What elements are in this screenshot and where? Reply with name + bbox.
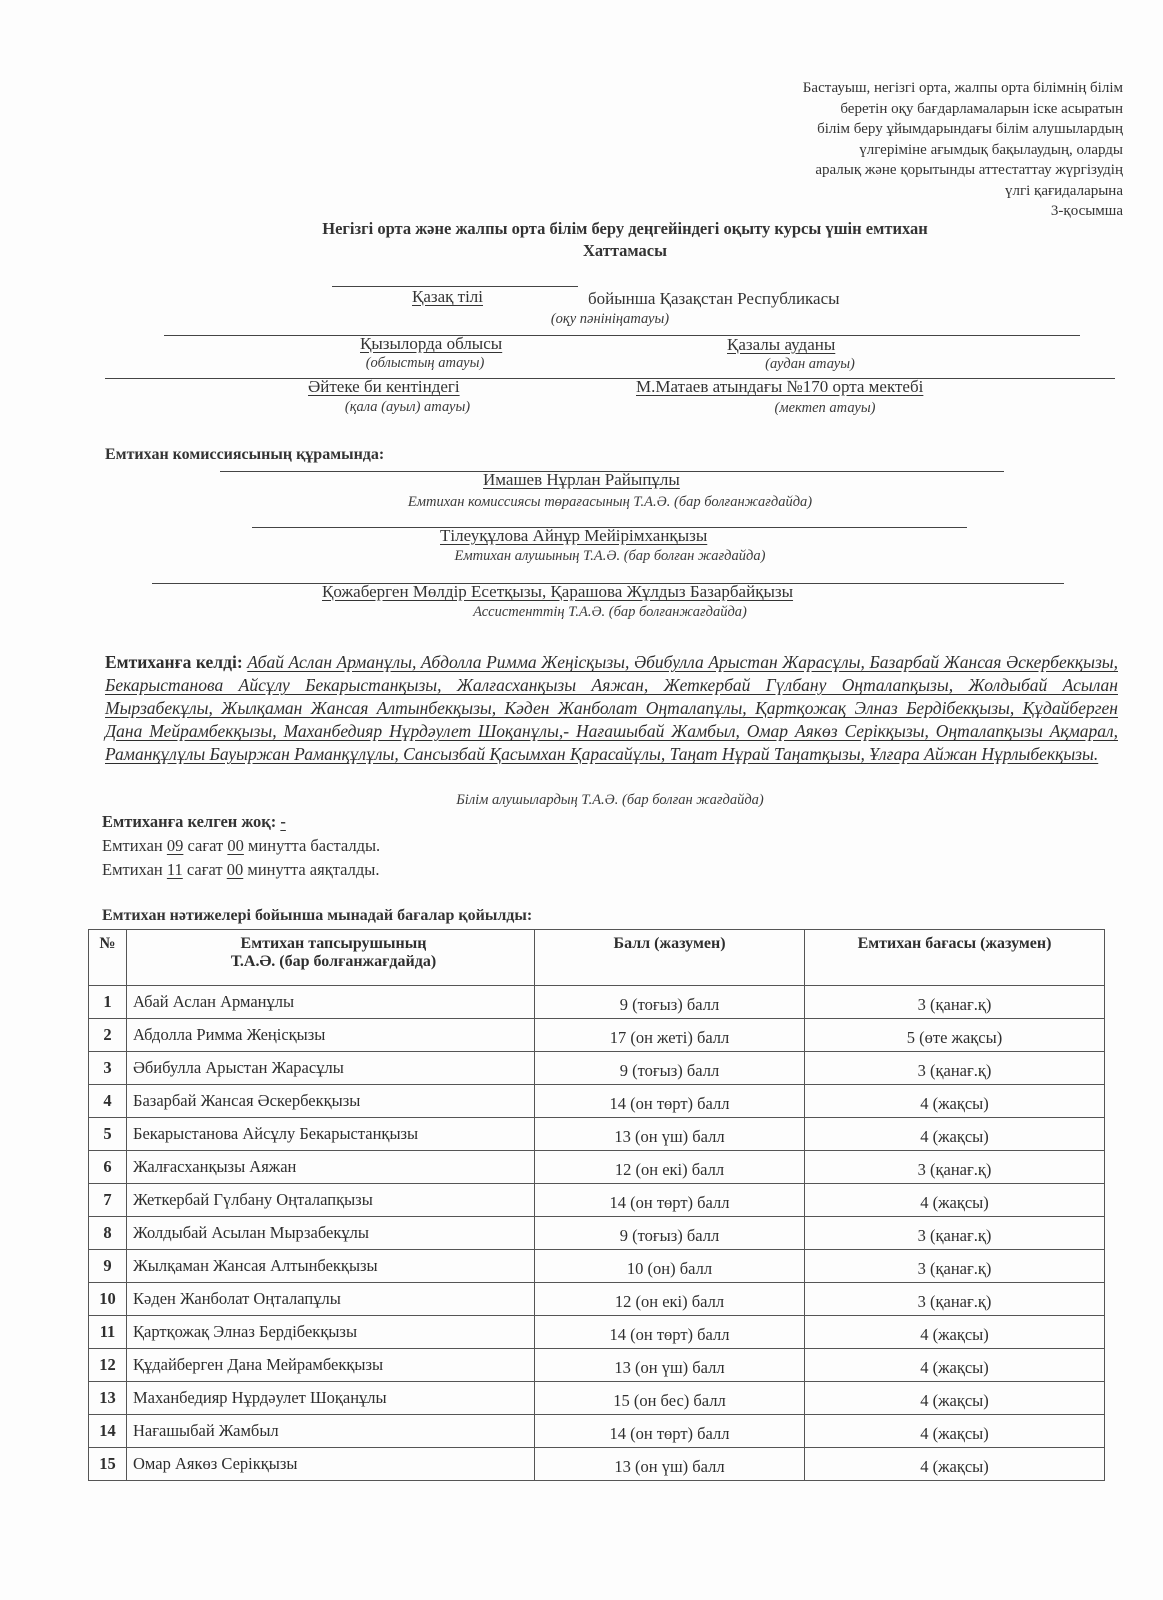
row-name: Жалғасханқызы Аяжан — [127, 1151, 535, 1184]
attended-names: Абай Аслан Арманұлы, Абдолла Римма Жеңісқызы, Әбибулла Арыстан Жарасұлы, Базарбай Жансая Әскербекқызы, Бекарыстанова Айсұлу Бекарыстанқызы, Жалғасханқызы Аяжан, Жеткербай Гүлбану Оңталапқызы, Жолдыбай Асылан Мырзабекұлы, Жылқаман Жансая Алтынбекқызы, Кәден Жанболат Оңталапұлы, Қартқожақ Элназ Бердібекқызы, Құдайберген Дана Мейрамбекқызы, Маханбедияр Нұрдәулет Шоқанұлы,- Нағашыбай Жамбыл, Омар Аякөз Серікқызы, Оңталапқызы Ақмарал, Раманқұлұлы Бауыржан Раманқұлұлы, Сансызбай Қасымхан Қарасайұлы, Таңат Нұрай Таңатқызы, Ұлғара Айжан Нұрлыбекқызы. — [105, 652, 1118, 764]
attended-caption: Білім алушылардың Т.А.Ә. (бар болған жағдайда) — [456, 792, 764, 808]
row-name: Жылқаман Жансая Алтынбекқызы — [127, 1250, 535, 1283]
row-grade: 3 (қанағ.қ) — [805, 986, 1105, 1019]
exam-end-suffix: минутта аяқталды. — [247, 860, 380, 879]
district-value: Қазалы ауданы — [727, 335, 836, 354]
row-no: 3 — [89, 1052, 127, 1085]
exam-end-line — [102, 860, 379, 880]
table-row — [89, 1382, 1105, 1415]
row-no: 15 — [89, 1448, 127, 1481]
row-score: 9 (тоғыз) балл — [535, 1217, 805, 1250]
annex-line: Бастауыш, негізгі орта, жалпы орта білімнің білім — [802, 80, 1123, 96]
row-no: 2 — [89, 1019, 127, 1052]
attended-paragraph — [105, 651, 1118, 766]
row-score: 10 (он) балл — [535, 1250, 805, 1283]
exam-end-hour-word: сағат — [186, 860, 223, 879]
row-score: 13 (он үш) балл — [535, 1448, 805, 1481]
settlement-school-fill-line — [105, 378, 1115, 379]
annex-line: үлгеріміне ағымдық бақылаудың, оларды — [859, 141, 1123, 158]
row-grade: 3 (қанағ.қ) — [805, 1151, 1105, 1184]
title-line-2: Хаттамасы — [583, 241, 667, 260]
row-grade: 4 (жақсы) — [805, 1349, 1105, 1382]
commission-chair-name: Имашев Нұрлан Райыпұлы — [483, 470, 680, 489]
region-caption: (облыстың атауы) — [365, 355, 485, 371]
annex-line: білім беру ұйымдарындағы білім алушылардың — [817, 121, 1123, 137]
row-grade: 3 (қанағ.қ) — [805, 1250, 1105, 1283]
row-name: Бекарыстанова Айсұлу Бекарыстанқызы — [127, 1118, 535, 1151]
region-district-fill-line — [164, 335, 1080, 336]
table-row — [89, 1118, 1105, 1151]
row-grade: 4 (жақсы) — [805, 1118, 1105, 1151]
row-name: Құдайберген Дана Мейрамбекқызы — [127, 1349, 535, 1382]
row-name: Нағашыбай Жамбыл — [127, 1415, 535, 1448]
annex-line: аралық және қорытынды аттестаттау жүргізудің — [815, 162, 1123, 178]
exam-end-prefix: Емтихан — [102, 860, 163, 879]
col-header-name — [127, 930, 535, 986]
annex-line: үлгі қағидаларына — [1004, 182, 1123, 199]
row-grade: 3 (қанағ.қ) — [805, 1217, 1105, 1250]
row-no: 8 — [89, 1217, 127, 1250]
table-row — [89, 1283, 1105, 1316]
row-grade: 4 (жақсы) — [805, 1184, 1105, 1217]
exam-start-suffix: минутта басталды. — [247, 836, 381, 855]
document-title — [200, 218, 1050, 262]
settlement-caption: (қала (ауыл) атауы) — [344, 399, 471, 415]
exam-start-hour-word: сағат — [187, 836, 224, 855]
exam-start-hour: 09 — [166, 836, 184, 855]
row-no: 10 — [89, 1283, 127, 1316]
table-row — [89, 986, 1105, 1019]
row-score: 14 (он төрт) балл — [535, 1085, 805, 1118]
row-grade: 5 (өте жақсы) — [805, 1019, 1105, 1052]
table-row — [89, 1250, 1105, 1283]
row-name: Абай Аслан Арманұлы — [127, 986, 535, 1019]
row-score: 12 (он екі) балл — [535, 1283, 805, 1316]
annex-line: беретін оқу бағдарламаларын іске асыратын — [840, 100, 1123, 117]
row-name: Әбибулла Арыстан Жарасұлы — [127, 1052, 535, 1085]
row-no: 6 — [89, 1151, 127, 1184]
examiner-caption: Емтихан алушының Т.А.Ә. (бар болған жағдайда) — [454, 548, 766, 564]
absent-value: - — [280, 812, 286, 831]
row-score: 17 (он жеті) балл — [535, 1019, 805, 1052]
title-line-1: Негізгі орта және жалпы орта білім беру деңгейіндегі оқыту курсы үшін емтихан — [322, 219, 928, 238]
row-grade: 4 (жақсы) — [805, 1415, 1105, 1448]
row-name: Омар Аякөз Серікқызы — [127, 1448, 535, 1481]
table-row — [89, 1184, 1105, 1217]
school-caption: (мектеп атауы) — [774, 400, 876, 416]
exam-end-minute: 00 — [226, 860, 244, 879]
table-row — [89, 1085, 1105, 1118]
row-grade: 4 (жақсы) — [805, 1448, 1105, 1481]
results-heading: Емтихан нәтижелері бойынша мынадай бағалар қойылды: — [102, 907, 533, 924]
table-row — [89, 1217, 1105, 1250]
row-grade: 3 (қанағ.қ) — [805, 1283, 1105, 1316]
school-value: М.Матаев атындағы №170 орта мектебі — [636, 377, 924, 396]
row-no: 12 — [89, 1349, 127, 1382]
row-no: 9 — [89, 1250, 127, 1283]
annex-reference — [683, 78, 1123, 222]
col-header-name-line1: Емтихан тапсырушының — [240, 935, 427, 952]
row-score: 15 (он бес) балл — [535, 1382, 805, 1415]
table-row — [89, 1415, 1105, 1448]
annex-number: 3-қосымша — [1050, 203, 1123, 219]
row-score: 14 (он төрт) балл — [535, 1184, 805, 1217]
row-no: 13 — [89, 1382, 127, 1415]
col-header-name-line2: Т.А.Ә. (бар болғанжағдайда) — [230, 953, 437, 970]
row-name: Базарбай Жансая Әскербекқызы — [127, 1085, 535, 1118]
row-name: Қартқожақ Элназ Бердібекқызы — [127, 1316, 535, 1349]
region-value: Қызылорда облысы — [360, 334, 503, 353]
settlement-value: Әйтеке би кентіндегі — [308, 377, 460, 396]
row-name: Маханбедияр Нұрдәулет Шоқанұлы — [127, 1382, 535, 1415]
row-no: 11 — [89, 1316, 127, 1349]
row-grade: 4 (жақсы) — [805, 1382, 1105, 1415]
col-header-grade: Емтихан бағасы (жазумен) — [805, 930, 1105, 986]
exam-end-hour: 11 — [166, 860, 183, 879]
results-table — [88, 929, 1105, 1481]
row-name: Кәден Жанболат Оңталапұлы — [127, 1283, 535, 1316]
row-no: 1 — [89, 986, 127, 1019]
row-no: 14 — [89, 1415, 127, 1448]
table-row — [89, 1349, 1105, 1382]
exam-start-prefix: Емтихан — [102, 836, 163, 855]
col-header-score: Балл (жазумен) — [535, 930, 805, 986]
district-caption: (аудан атауы) — [765, 356, 855, 372]
row-score: 12 (он екі) балл — [535, 1151, 805, 1184]
row-no: 4 — [89, 1085, 127, 1118]
row-score: 13 (он үш) балл — [535, 1349, 805, 1382]
row-no: 5 — [89, 1118, 127, 1151]
row-grade: 4 (жақсы) — [805, 1316, 1105, 1349]
row-grade: 4 (жақсы) — [805, 1085, 1105, 1118]
exam-start-line — [102, 836, 380, 856]
exam-start-minute: 00 — [227, 836, 244, 855]
row-grade: 3 (қанағ.қ) — [805, 1052, 1105, 1085]
table-row — [89, 1151, 1105, 1184]
subject-suffix: бойынша Қазақстан Республикасы — [588, 289, 840, 308]
subject-value: Қазақ тілі — [412, 287, 484, 306]
absent-line — [102, 812, 286, 832]
row-score: 13 (он үш) балл — [535, 1118, 805, 1151]
table-row — [89, 1019, 1105, 1052]
row-score: 9 (тоғыз) балл — [535, 986, 805, 1019]
attended-label: Емтиханға келді: — [105, 652, 243, 672]
subject-caption: (оқу пәнініңатауы) — [550, 311, 670, 327]
commission-heading: Емтихан комиссиясының құрамында: — [105, 446, 385, 463]
assistants-caption: Ассистенттің Т.А.Ә. (бар болғанжағдайда) — [473, 604, 747, 620]
row-name: Абдолла Римма Жеңісқызы — [127, 1019, 535, 1052]
absent-label: Емтиханға келген жоқ: — [102, 812, 277, 831]
row-score: 14 (он төрт) балл — [535, 1415, 805, 1448]
table-row — [89, 1448, 1105, 1481]
row-name: Жолдыбай Асылан Мырзабекұлы — [127, 1217, 535, 1250]
row-score: 14 (он төрт) балл — [535, 1316, 805, 1349]
table-row — [89, 1316, 1105, 1349]
row-name: Жеткербай Гүлбану Оңталапқызы — [127, 1184, 535, 1217]
row-no: 7 — [89, 1184, 127, 1217]
results-header-row — [89, 930, 1105, 986]
table-row — [89, 1052, 1105, 1085]
assistants-names: Қожаберген Мөлдір Есетқызы, Қарашова Жұлдыз Базарбайқызы — [322, 582, 794, 601]
examiner-name: Тілеуқұлова Айнұр Мейірімханқызы — [440, 526, 708, 545]
col-header-no: № — [89, 930, 127, 986]
commission-chair-caption: Емтихан комиссиясы төрағасының Т.А.Ә. (бар болғанжағдайда) — [407, 494, 813, 510]
row-score: 9 (тоғыз) балл — [535, 1052, 805, 1085]
